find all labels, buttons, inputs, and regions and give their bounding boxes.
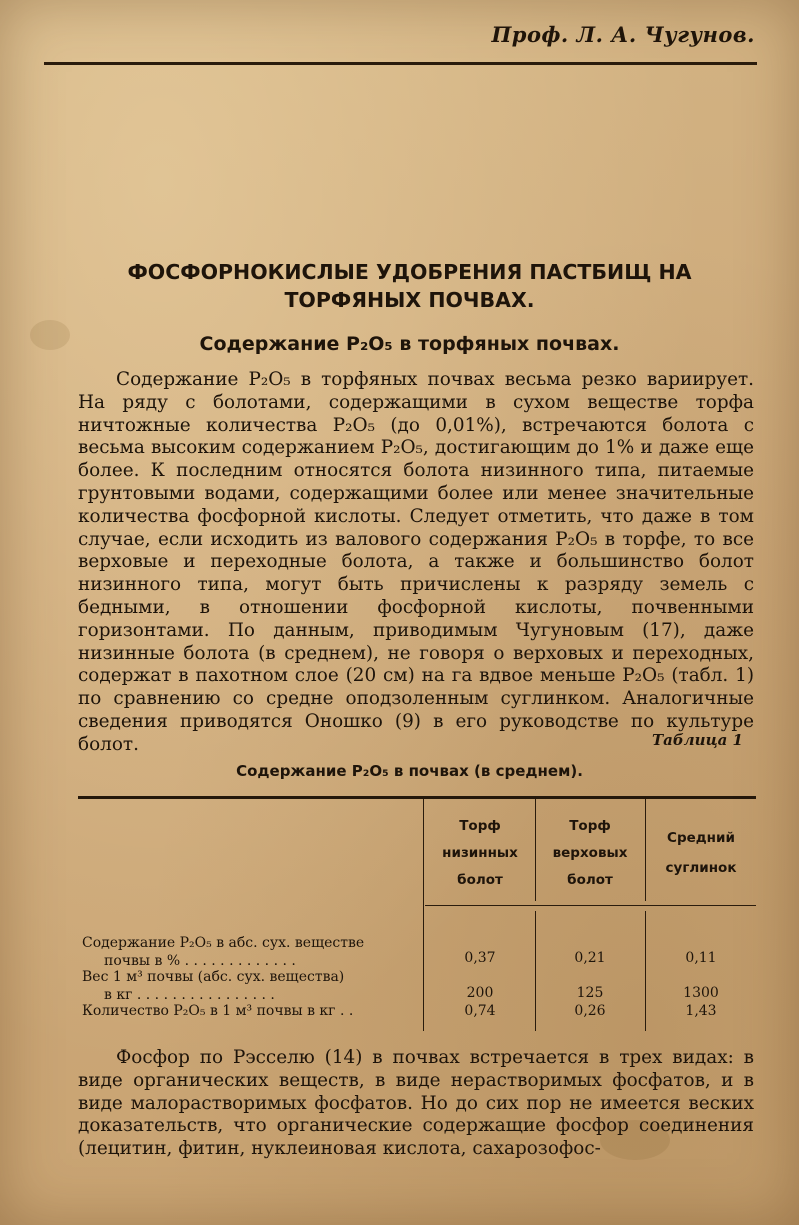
column-header-line: Средний [667, 830, 735, 846]
data-table [78, 796, 756, 1031]
column-header-line: Торф [459, 818, 501, 834]
table-cell: 0,37 [464, 950, 496, 966]
table-cell: 0,21 [574, 950, 606, 966]
table-divider [535, 799, 536, 901]
column-header-line: суглинок [665, 860, 737, 876]
header-separator [425, 905, 756, 906]
article-title: ФОСФОРНОКИСЛЫЕ УДОБРЕНИЯ ПАСТБИЩ НА ТОРФЯНЫХ ПОЧВАХ. [127, 260, 692, 312]
table-divider [645, 799, 646, 901]
row-label-p2o5-percent [82, 935, 418, 970]
row-label-line: Вес 1 м³ почвы (абс. сух. вещества) [82, 969, 345, 985]
table-divider [423, 799, 424, 1031]
column-header-line: низинных [442, 845, 518, 861]
column-header-loam [647, 823, 755, 883]
column-header-upland-peat [537, 813, 643, 894]
column-header-line: болот [457, 872, 503, 888]
table-cell: 200 [466, 985, 494, 1001]
row-label-line: почвы в % . . . . . . . . . . . . . [104, 952, 296, 969]
table-divider [645, 911, 646, 1031]
table-cell: 0,11 [685, 950, 717, 966]
row-label-soil-weight [82, 969, 418, 1004]
column-header-line: верховых [552, 845, 628, 861]
column-header-line: Торф [569, 818, 611, 834]
column-header-line: болот [567, 872, 613, 888]
row-label-line: в кг . . . . . . . . . . . . . . . . [104, 986, 275, 1003]
row-label-p2o5-amount [82, 1003, 418, 1021]
paragraph-1: Содержание P₂O₅ в торфяных почвах весьма резко вариирует. На ряду с болотами, содержащими в сухом веществе торфа ничтожные количества P₂O₅ (до 0,01%), встречаются болота с весьма высоким содержанием P₂O₅, достигающим до 1% и даже еще более. К последним относятся болота низинного типа, питаемые грунтовыми водами, содержащими более или менее значительные количества фосфорной кислоты. Следует отметить, что даже в том случае, если исходить из валового содержания P₂O₅ в торфе, то все верховые и переходные болота, а также и большинство болот низинного типа, могут быть причислены к разряду земель с бедными, в отношении фосфорной кислоты, почвенными горизонтами. По данным, приводимым Чугуновым (17), даже низинные болота (в среднем), не говоря о верховых и переходных, содержат в пахотном слое (20 см) на га вдвое меньше P₂O₅ (табл. 1) по сравнению со средне оподзоленным суглинком. Аналогичные сведения приводятся Оношко (9) в его руководстве по культуре болот. [78, 369, 754, 755]
paragraph-2: Фосфор по Рэсселю (14) в почвах встречается в трех видах: в виде органических веществ, в виде нерастворимых фосфатов, и в виде малорастворимых фосфатов. Но до сих пор не имеется веских доказательств, что органические содержащие фосфор соединения (лецитин, фитин, нуклеиновая кислота, сахарозофос- [78, 1047, 754, 1160]
row-label-line: Количество P₂O₅ в 1 м³ почвы в кг . . [82, 1003, 354, 1019]
table-caption: Содержание P₂O₅ в почвах (в среднем). [236, 762, 583, 780]
running-head: Проф. Л. А. Чугунов. [491, 22, 755, 47]
column-header-lowland-peat [427, 813, 533, 894]
table-cell: 125 [576, 985, 604, 1001]
table-number: Таблица 1 [651, 731, 743, 749]
table-cell: 1300 [683, 985, 719, 1001]
table-divider [535, 911, 536, 1031]
section-subtitle: Содержание P₂O₅ в торфяных почвах. [199, 333, 620, 355]
table-cell: 1,43 [685, 1003, 717, 1019]
table-cell: 0,74 [464, 1003, 496, 1019]
header-rule [44, 62, 757, 65]
row-label-line: Содержание P₂O₅ в абс. сух. веществе [82, 935, 365, 951]
table-cell: 0,26 [574, 1003, 606, 1019]
